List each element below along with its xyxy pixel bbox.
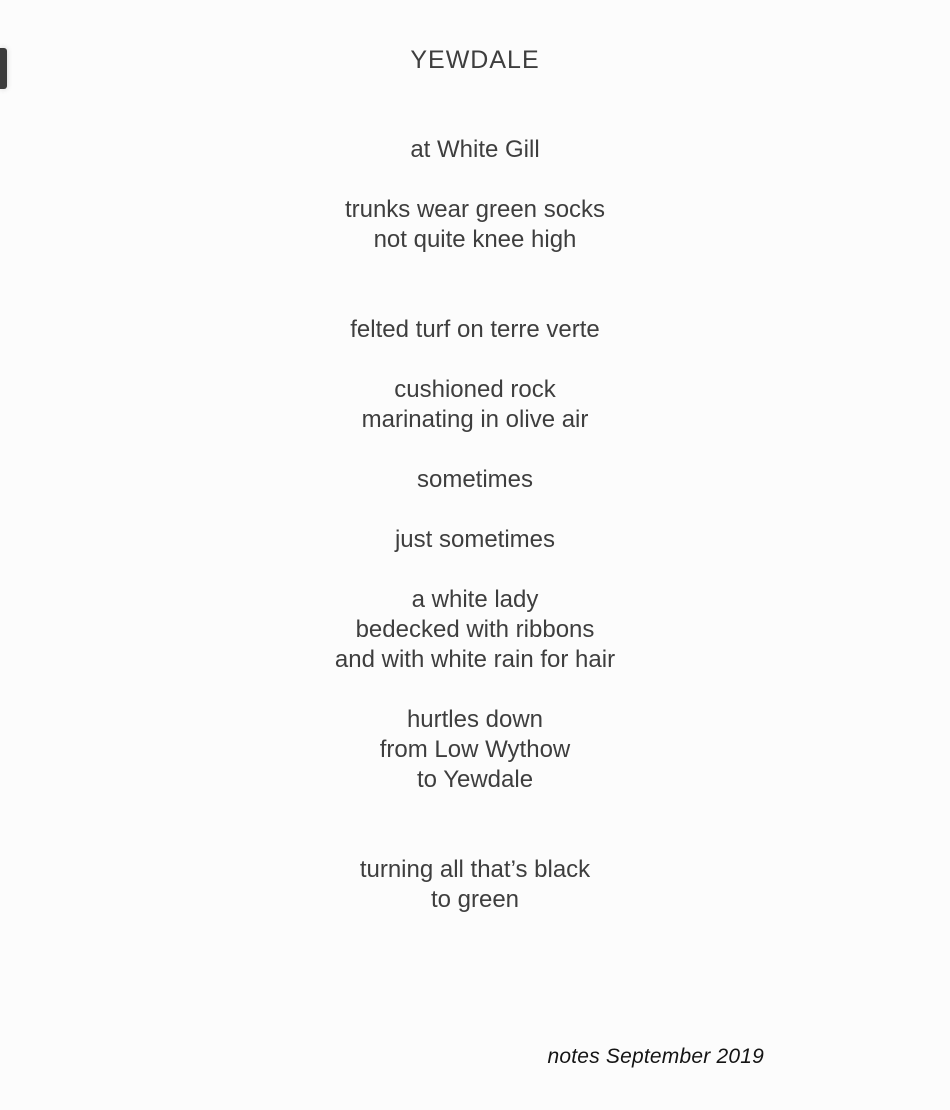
poem-line: cushioned rock [394, 376, 556, 403]
poem-line: and with white rain for hair [334, 646, 616, 673]
poem-stanza [0, 465, 950, 495]
poem-stanza [0, 855, 950, 915]
poem-line: at White Gill [410, 136, 540, 163]
poem-page [0, 45, 950, 915]
poem-line: felted turf on terre verte [350, 316, 600, 343]
poem-stanza [0, 135, 950, 165]
poem-stanza [0, 705, 950, 795]
poem-line: turning all that’s black [359, 856, 591, 883]
poem-line: to Yewdale [416, 766, 534, 793]
poem-line: just sometimes [394, 526, 556, 553]
poem-line: not quite knee high [373, 226, 577, 253]
poem-line: sometimes [416, 466, 534, 493]
poem-line: marinating in olive air [361, 406, 589, 433]
poem-stanza [0, 525, 950, 555]
poem-line: bedecked with ribbons [355, 616, 595, 643]
poem-stanzas [0, 135, 950, 915]
notes-footer: notes September 2019 [547, 1045, 764, 1068]
poem-line: hurtles down [406, 706, 544, 733]
poem-stanza [0, 315, 950, 345]
poem-stanza [0, 195, 950, 255]
poem-line: to green [430, 886, 520, 913]
poem-stanza [0, 375, 950, 435]
poem-line: a white lady [411, 586, 539, 613]
poem-stanza [0, 585, 950, 675]
poem-line: trunks wear green socks [344, 196, 606, 223]
poem-line: from Low Wythow [379, 736, 571, 763]
poem-title: YEWDALE [410, 46, 540, 74]
